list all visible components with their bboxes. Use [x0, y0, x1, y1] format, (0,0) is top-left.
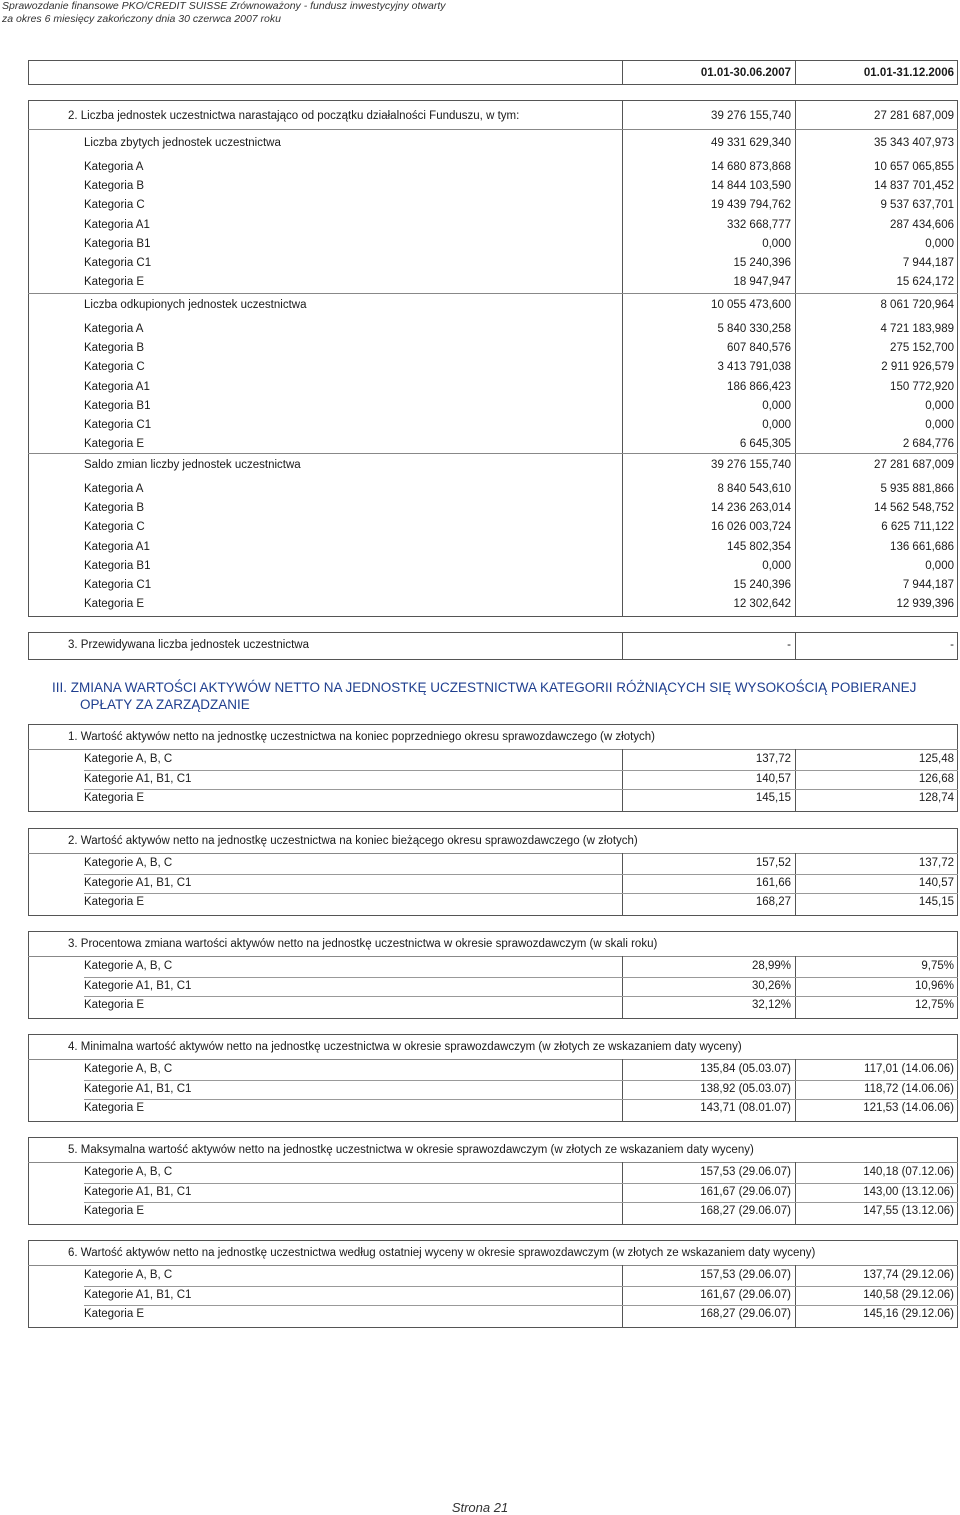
nav-block-4-row-3-value-2007: 143,71 (08.01.07): [700, 1102, 791, 1114]
units-group-1-separator: [28, 293, 958, 294]
section-3-heading-line1: III. ZMIANA WARTOŚCI AKTYWÓW NETTO NA JEDNOSTKĘ UCZESTNICTWA KATEGORII RÓŻNIĄCYCH SIĘ WYSOKOŚCIĄ POBIERANEJ: [52, 680, 917, 695]
units-group-1-row-3-value-2007: 19 439 794,762: [711, 199, 791, 212]
units-group-3-row-6-value-2007: 15 240,396: [733, 579, 791, 591]
nav-block-2-row-3-value-2006: 145,15: [918, 896, 954, 908]
units-group-1-row-1-value-2006: 10 657 065,855: [874, 161, 954, 173]
units-group-3-row-1-label: Kategoria A: [84, 483, 144, 495]
nav-block-6-row-3-value-2006: 145,16 (29.12.06): [863, 1308, 954, 1320]
nav-block-3-row-3-value-2007: 32,12%: [751, 999, 791, 1011]
nav-block-5-row-1: [0, 1163, 960, 1182]
nav-block-6-row-2-value-2006: 140,58 (29.12.06): [863, 1288, 954, 1301]
nav-block-2-row-2-label: Kategorie A1, B1, C1: [84, 876, 192, 889]
nav-block-5-row-3-value-2006: 147,55 (13.12.06): [863, 1205, 954, 1217]
nav-block-3-row-3-value-2006: 12,75%: [914, 999, 954, 1011]
page-number: Strona 21: [451, 1500, 509, 1515]
nav-block-6-row-1-label: Kategorie A, B, C: [84, 1269, 173, 1281]
units-group-2-total-value-2007: 10 055 473,600: [711, 299, 791, 311]
units-group-2-row-7-value-2006: 2 684,776: [902, 438, 954, 451]
nav-block-6-row-1: [0, 1266, 960, 1285]
units-group-1-row-6-label: Kategoria C1: [84, 257, 152, 269]
units-group-3-row-5-value-2007: 0,000: [762, 559, 791, 572]
units-group-2-row-6-value-2007: 0,000: [762, 419, 791, 431]
units-group-1-total-value-2006: 35 343 407,973: [874, 137, 954, 149]
nav-block-4-row-1: [0, 1060, 960, 1079]
units-group-2-row-6: [0, 416, 960, 435]
nav-block-1-row-1-value-2007: 137,72: [755, 753, 791, 765]
units-group-2-row-4-label: Kategoria A1: [84, 380, 150, 393]
nav-block-1-row-2-value-2007: 140,57: [755, 772, 791, 785]
nav-block-5-row-3-label: Kategoria E: [84, 1205, 145, 1217]
units-group-2-row-2-value-2006: 275 152,700: [890, 342, 954, 355]
units-group-3-row-4: [0, 538, 960, 557]
nav-block-2-row-3-label: Kategoria E: [84, 896, 145, 908]
units-group-2-row-3: [0, 358, 960, 377]
units-group-2-row-4-value-2007: 186 866,423: [727, 380, 791, 393]
units-group-1-row-5-label: Kategoria B1: [84, 237, 151, 250]
nav-block-5-row-1-value-2006: 140,18 (07.12.06): [863, 1166, 954, 1178]
nav-block-1-row-3-value-2007: 145,15: [755, 792, 791, 804]
units-group-2-row-1-value-2007: 5 840 330,258: [717, 323, 791, 335]
nav-block-6-row-3-label: Kategoria E: [84, 1308, 145, 1320]
units-group-3-row-2: [0, 499, 960, 518]
nav-block-3-title: 3. Procentowa zmiana wartości aktywów netto na jednostkę uczestnictwa w okresie sprawozdawczym (w skali roku): [68, 938, 658, 950]
nav-block-5-row-1-value-2007: 157,53 (29.06.07): [700, 1166, 791, 1178]
report-header-title: Sprawozdanie finansowe PKO/CREDIT SUISSE Zrównoważony - fundusz inwestycyjny otwarty: [2, 0, 446, 12]
units-group-3-total: [0, 456, 960, 475]
units-group-3-row-1-value-2007: 8 840 543,610: [717, 483, 791, 495]
nav-block-5-row-2-label: Kategorie A1, B1, C1: [84, 1185, 192, 1198]
units-group-3-row-6-value-2006: 7 944,187: [902, 579, 954, 591]
units-group-2-row-2: [0, 339, 960, 358]
units-group-1-total-value-2007: 49 331 629,340: [711, 137, 791, 149]
nav-block-6-title: 6. Wartość aktywów netto na jednostkę uczestnictwa według ostatniej wyceny w okresie sprawozdawczym (w złotych ze wskazaniem daty wyceny): [68, 1247, 816, 1259]
nav-block-4-row-1-value-2006: 117,01 (14.06.06): [864, 1063, 954, 1075]
nav-block-2-row-1: [0, 854, 960, 873]
units-group-1-row-4-value-2006: 287 434,606: [890, 218, 954, 231]
nav-block-4-row-3-label: Kategoria E: [84, 1102, 145, 1114]
units-group-3-row-4-value-2006: 136 661,686: [890, 540, 954, 553]
units-group-3-row-3: [0, 518, 960, 537]
nav-block-3-row-1-value-2006: 9,75%: [921, 960, 954, 972]
units-group-3-row-2-value-2007: 14 236 263,014: [711, 502, 791, 515]
nav-block-4-row-2-value-2006: 118,72 (14.06.06): [864, 1082, 954, 1095]
units-group-3-row-7-label: Kategoria E: [84, 598, 145, 611]
units-group-2-row-6-value-2006: 0,000: [925, 419, 954, 431]
units-group-1-row-3-label: Kategoria C: [84, 199, 145, 212]
units-group-2-row-5: [0, 397, 960, 416]
units-group-3-row-1-value-2006: 5 935 881,866: [880, 483, 954, 495]
units-group-2-total: [0, 296, 960, 315]
nav-block-4-row-3-value-2006: 121,53 (14.06.06): [863, 1102, 954, 1114]
nav-block-5-row-1-label: Kategorie A, B, C: [84, 1166, 173, 1178]
units-group-2-row-5-label: Kategoria B1: [84, 399, 151, 412]
units-group-1-row-3-value-2006: 9 537 637,701: [880, 199, 954, 212]
units-group-3-total-value-2006: 27 281 687,009: [874, 459, 954, 471]
nav-block-3-row-1-label: Kategorie A, B, C: [84, 960, 173, 972]
nav-block-4-row-3: [0, 1099, 960, 1118]
units-total-row-value-2006: 27 281 687,009: [874, 110, 954, 122]
units-group-2-row-4: [0, 378, 960, 397]
units-group-3-row-6: [0, 576, 960, 595]
nav-block-1-row-2: [0, 770, 960, 789]
units-total-row-label: 2. Liczba jednostek uczestnictwa narastająco od początku działalności Funduszu, w tym:: [68, 110, 520, 122]
units-group-1-row-4: [0, 216, 960, 235]
units-group-3-row-5-value-2006: 0,000: [925, 559, 954, 572]
nav-block-2-row-2-value-2006: 140,57: [918, 876, 954, 889]
units-group-1-row-2-value-2007: 14 844 103,590: [711, 180, 791, 193]
units-group-1-row-7: [0, 273, 960, 292]
units-group-1-row-5: [0, 235, 960, 254]
nav-block-2-row-2-value-2007: 161,66: [755, 876, 791, 889]
nav-block-3-row-2-value-2006: 10,96%: [914, 979, 954, 992]
units-group-3-row-3-value-2007: 16 026 003,724: [711, 521, 791, 534]
forecast-row-value-2007: -: [787, 639, 791, 651]
units-group-2-row-3-value-2007: 3 413 791,038: [717, 361, 791, 374]
units-group-1-row-6: [0, 254, 960, 273]
units-group-1-row-5-value-2006: 0,000: [925, 237, 954, 250]
report-header-period: za okres 6 miesięcy zakończony dnia 30 czerwca 2007 roku: [2, 13, 281, 25]
nav-block-4-row-1-label: Kategorie A, B, C: [84, 1063, 173, 1075]
units-group-1-row-2-value-2006: 14 837 701,452: [874, 180, 954, 193]
nav-block-5-title: 5. Maksymalna wartość aktywów netto na jednostkę uczestnictwa w okresie sprawozdawczym (w złotych ze wskazaniem daty wyceny): [68, 1144, 754, 1156]
nav-block-6-row-2-label: Kategorie A1, B1, C1: [84, 1288, 192, 1301]
units-total-separator: [28, 129, 958, 130]
nav-block-1-row-1-label: Kategorie A, B, C: [84, 753, 173, 765]
units-group-1-row-1: [0, 158, 960, 177]
units-group-1-total-label: Liczba zbytych jednostek uczestnictwa: [84, 137, 281, 149]
period-col1-header: 01.01-30.06.2007: [700, 67, 791, 79]
units-group-2-row-7-label: Kategoria E: [84, 438, 145, 451]
units-group-1-row-6-value-2006: 7 944,187: [902, 257, 954, 269]
units-group-2-row-3-value-2006: 2 911 926,579: [881, 361, 954, 374]
units-group-2-row-6-label: Kategoria C1: [84, 419, 152, 431]
nav-block-1-row-2-label: Kategorie A1, B1, C1: [84, 772, 192, 785]
units-group-3-row-2-value-2006: 14 562 548,752: [874, 502, 954, 515]
forecast-row-label: 3. Przewidywana liczba jednostek uczestnictwa: [68, 639, 309, 651]
nav-block-4-title: 4. Minimalna wartość aktywów netto na jednostkę uczestnictwa w okresie sprawozdawczym (w złotych ze wskazaniem daty wyceny): [68, 1041, 742, 1053]
nav-block-4-row-2: [0, 1080, 960, 1099]
units-group-1-row-1-label: Kategoria A: [84, 161, 144, 173]
nav-block-6-row-3-value-2007: 168,27 (29.06.07): [700, 1308, 791, 1320]
units-group-3-row-7-value-2006: 12 939,396: [896, 598, 954, 611]
units-group-3-row-2-label: Kategoria B: [84, 502, 145, 515]
units-group-3-row-3-label: Kategoria C: [84, 521, 145, 534]
forecast-row: [0, 636, 960, 655]
nav-block-6-row-3: [0, 1305, 960, 1324]
nav-block-3-row-2-label: Kategorie A1, B1, C1: [84, 979, 192, 992]
nav-block-2-row-3: [0, 893, 960, 912]
units-group-3-row-7-value-2007: 12 302,642: [733, 598, 791, 611]
section-3-heading-line2: OPŁATY ZA ZARZĄDZANIE: [80, 697, 250, 712]
units-group-2-total-value-2006: 8 061 720,964: [880, 299, 954, 311]
units-group-1-row-7-value-2007: 18 947,947: [733, 276, 791, 289]
units-group-1-row-4-label: Kategoria A1: [84, 218, 150, 231]
units-group-3-row-1: [0, 480, 960, 499]
units-group-3-row-7: [0, 595, 960, 614]
units-group-2-row-3-label: Kategoria C: [84, 361, 145, 374]
nav-block-6-row-1-value-2007: 157,53 (29.06.07): [700, 1269, 791, 1281]
units-group-2-row-1-value-2006: 4 721 183,989: [880, 323, 954, 335]
forecast-row-value-2006: -: [950, 639, 954, 651]
units-total-row: [0, 107, 960, 126]
nav-block-1-row-1: [0, 750, 960, 769]
units-group-3-row-3-value-2006: 6 625 711,122: [881, 521, 954, 534]
units-group-2-total-label: Liczba odkupionych jednostek uczestnictwa: [84, 299, 307, 311]
nav-block-3-row-2: [0, 977, 960, 996]
nav-block-4-row-1-value-2007: 135,84 (05.03.07): [700, 1063, 791, 1075]
nav-block-2-title: 2. Wartość aktywów netto na jednostkę uczestnictwa na koniec bieżącego okresu sprawozdawczego (w złotych): [68, 835, 638, 847]
units-group-2-row-1: [0, 320, 960, 339]
nav-block-3-row-3: [0, 996, 960, 1015]
units-group-1-row-7-value-2006: 15 624,172: [896, 276, 954, 289]
units-group-3-row-6-label: Kategoria C1: [84, 579, 152, 591]
units-group-1-row-1-value-2007: 14 680 873,868: [711, 161, 791, 173]
units-group-2-row-4-value-2006: 150 772,920: [890, 380, 954, 393]
units-group-1-total: [0, 134, 960, 153]
nav-block-1-row-2-value-2006: 126,68: [918, 772, 954, 785]
units-group-1-row-2-label: Kategoria B: [84, 180, 145, 193]
units-group-3-total-label: Saldo zmian liczby jednostek uczestnictwa: [84, 459, 301, 471]
nav-block-3-row-2-value-2007: 30,26%: [751, 979, 791, 992]
nav-block-4-row-2-value-2007: 138,92 (05.03.07): [700, 1082, 791, 1095]
units-group-2-row-2-value-2007: 607 840,576: [727, 342, 791, 355]
units-group-1-row-3: [0, 196, 960, 215]
units-group-2-row-5-value-2006: 0,000: [925, 399, 954, 412]
units-group-2-row-2-label: Kategoria B: [84, 342, 145, 355]
nav-block-4-row-2-label: Kategorie A1, B1, C1: [84, 1082, 192, 1095]
nav-block-2-row-2: [0, 874, 960, 893]
nav-block-1-title: 1. Wartość aktywów netto na jednostkę uczestnictwa na koniec poprzedniego okresu sprawozdawczego (w złotych): [68, 731, 656, 743]
nav-block-6-row-1-value-2006: 137,74 (29.12.06): [863, 1269, 954, 1281]
nav-block-6-row-2: [0, 1286, 960, 1305]
units-group-1-row-2: [0, 177, 960, 196]
nav-block-1-row-3-label: Kategoria E: [84, 792, 145, 804]
nav-block-5-row-3-value-2007: 168,27 (29.06.07): [700, 1205, 791, 1217]
period-col2-header: 01.01-31.12.2006: [863, 67, 954, 79]
units-group-3-row-4-label: Kategoria A1: [84, 540, 150, 553]
nav-block-3-row-3-label: Kategoria E: [84, 999, 145, 1011]
nav-block-5-row-2: [0, 1183, 960, 1202]
units-group-3-row-5: [0, 557, 960, 576]
nav-block-2-row-1-label: Kategorie A, B, C: [84, 857, 173, 869]
nav-block-1-row-3-value-2006: 128,74: [918, 792, 954, 804]
nav-block-1-row-1-value-2006: 125,48: [918, 753, 954, 765]
nav-block-2-row-3-value-2007: 168,27: [755, 896, 791, 908]
units-group-2-row-1-label: Kategoria A: [84, 323, 144, 335]
units-group-2-row-7-value-2007: 6 645,305: [739, 438, 791, 451]
units-group-2-row-5-value-2007: 0,000: [762, 399, 791, 412]
units-group-1-row-6-value-2007: 15 240,396: [733, 257, 791, 269]
nav-block-5-row-2-value-2006: 143,00 (13.12.06): [863, 1185, 954, 1198]
nav-block-5-row-2-value-2007: 161,67 (29.06.07): [700, 1185, 791, 1198]
nav-block-2-row-1-value-2007: 157,52: [755, 857, 791, 869]
units-total-row-value-2007: 39 276 155,740: [711, 110, 791, 122]
units-group-1-row-7-label: Kategoria E: [84, 276, 145, 289]
nav-block-3-row-1: [0, 957, 960, 976]
units-group-2-row-7: [0, 435, 960, 454]
units-group-3-total-value-2007: 39 276 155,740: [711, 459, 791, 471]
units-group-1-row-4-value-2007: 332 668,777: [727, 218, 791, 231]
nav-block-6-row-2-value-2007: 161,67 (29.06.07): [700, 1288, 791, 1301]
units-group-2-separator: [28, 453, 958, 454]
period-header-row: [0, 64, 960, 83]
units-group-3-row-5-label: Kategoria B1: [84, 559, 151, 572]
units-group-3-row-4-value-2007: 145 802,354: [727, 540, 791, 553]
nav-block-3-row-1-value-2007: 28,99%: [751, 960, 791, 972]
units-group-1-row-5-value-2007: 0,000: [762, 237, 791, 250]
nav-block-1-row-3: [0, 789, 960, 808]
nav-block-2-row-1-value-2006: 137,72: [918, 857, 954, 869]
nav-block-5-row-3: [0, 1202, 960, 1221]
